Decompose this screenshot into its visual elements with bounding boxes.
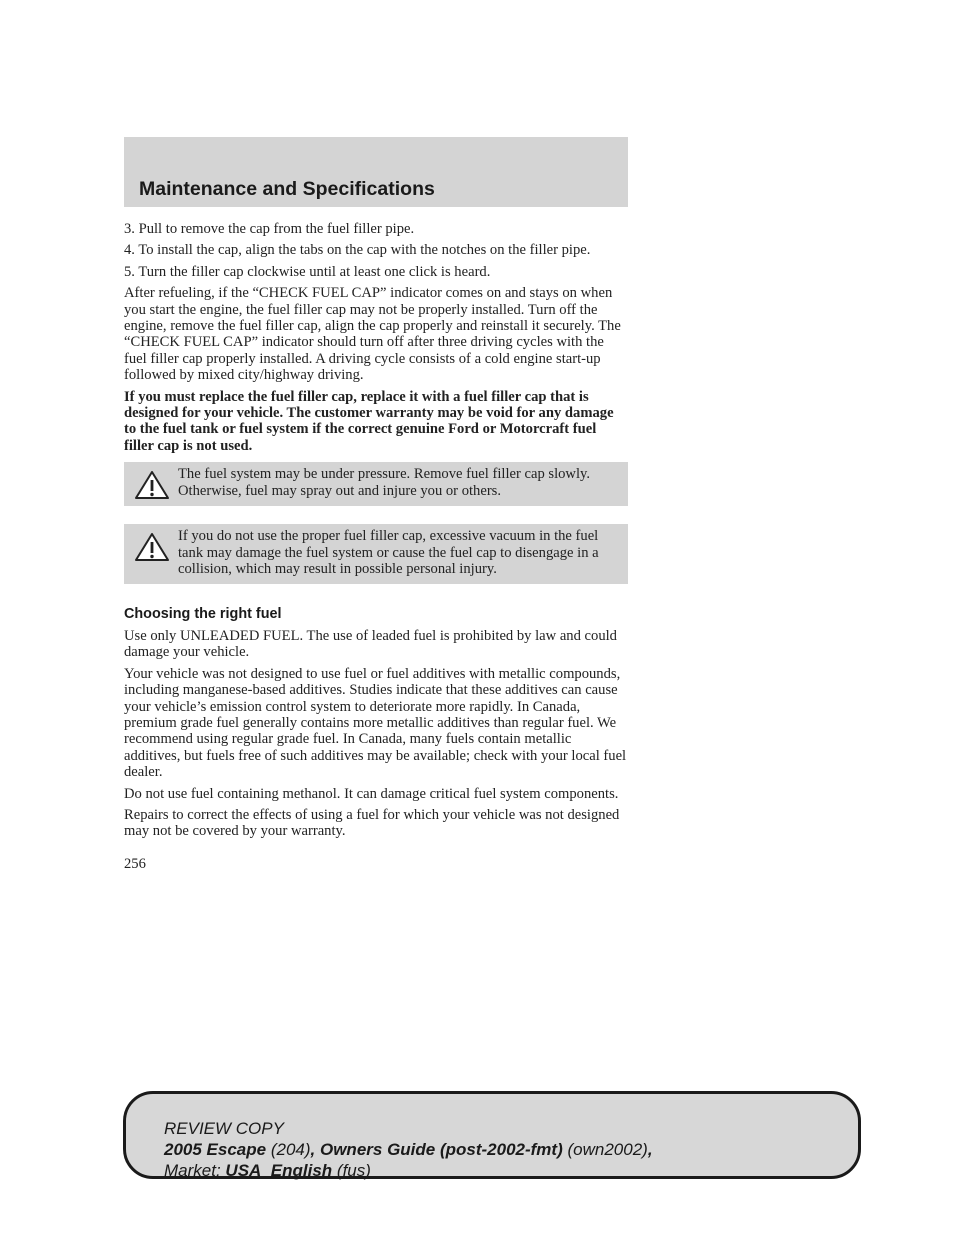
- review-separator: ,: [310, 1140, 316, 1159]
- review-market-label: Market:: [164, 1161, 221, 1180]
- replace-cap-notice: If you must replace the fuel filler cap, replace it with a fuel filler cap that is designed for your vehicle. The customer warranty may be void for any damage to the fuel tank or fuel system if the correct genuine Ford or Motorcraft fuel filler cap is not used.: [124, 388, 614, 454]
- section-title: Maintenance and Specifications: [139, 178, 435, 200]
- review-separator: ,: [647, 1140, 653, 1159]
- page-content: [124, 221, 628, 872]
- review-copy-box: [123, 1091, 861, 1179]
- fuel-paragraph-methanol: Do not use fuel containing methanol. It can damage critical fuel system components.: [124, 785, 619, 802]
- step-4: 4. To install the cap, align the tabs on the cap with the notches on the filler pipe.: [124, 242, 591, 259]
- review-guide-code: (own2002): [567, 1140, 648, 1159]
- fuel-paragraph-unleaded: Use only UNLEADED FUEL. The use of leaded fuel is prohibited by law and could damage your vehicle.: [124, 627, 617, 661]
- warning-box-pressure: [124, 462, 628, 506]
- review-market-line: [164, 1160, 653, 1181]
- review-copy-label: REVIEW COPY: [164, 1119, 284, 1138]
- section-header-band: [124, 137, 628, 207]
- review-model: 2005 Escape: [164, 1140, 267, 1159]
- step-3: 3. Pull to remove the cap from the fuel filler pipe.: [124, 221, 415, 237]
- subheading-choosing-fuel: Choosing the right fuel: [124, 605, 282, 622]
- review-guide: Owners Guide (post-2002-fmt): [319, 1140, 563, 1159]
- review-copy-text: [164, 1118, 653, 1181]
- review-market: USA_English: [225, 1161, 333, 1180]
- review-market-code: (fus): [336, 1161, 371, 1180]
- review-model-code: (204): [270, 1140, 311, 1159]
- warning-text-pressure: The fuel system may be under pressure. Remove fuel filler cap slowly. Otherwise, fuel may spray out and injure you or others.: [178, 466, 591, 499]
- warning-box-cap: [124, 524, 628, 583]
- warning-triangle-icon: [134, 470, 170, 500]
- warning-text-cap: If you do not use the proper fuel filler cap, excessive vacuum in the fuel tank may damage the fuel system or cause the fuel cap to disengage in a collision, which may result in possible personal injury.: [178, 528, 599, 578]
- step-5: 5. Turn the filler cap clockwise until at least one click is heard.: [124, 263, 491, 280]
- fuel-paragraph-additives: Your vehicle was not designed to use fuel or fuel additives with metallic compounds, including manganese-based additives. Studies indicate that these additives can cause your vehicle’s emission control system to deteriorate more rapidly. In Canada, premium grade fuel generally contains more metallic additives than regular fuel. We recommend using regular grade fuel. In Canada, many fuels contain metallic additives, but fuels free of such additives may be available; check with your local fuel dealer.: [124, 665, 627, 781]
- warning-triangle-icon: [134, 532, 170, 562]
- review-document-line: [164, 1139, 653, 1160]
- fuel-paragraph-warranty: Repairs to correct the effects of using a fuel for which your vehicle was not designed may not be covered by your warranty.: [124, 806, 620, 840]
- page-number: 256: [124, 855, 146, 872]
- after-refueling-paragraph: After refueling, if the “CHECK FUEL CAP” indicator comes on and stays on when you start the engine, the fuel filler cap may not be properly installed. Turn off the engine, remove the fuel filler cap, align the cap properly and reinstall it securely. The “CHECK FUEL CAP” indicator should turn off after three driving cycles with the fuel filler cap properly installed. A driving cycle consists of a cold engine start-up followed by mixed city/highway driving.: [124, 285, 621, 384]
